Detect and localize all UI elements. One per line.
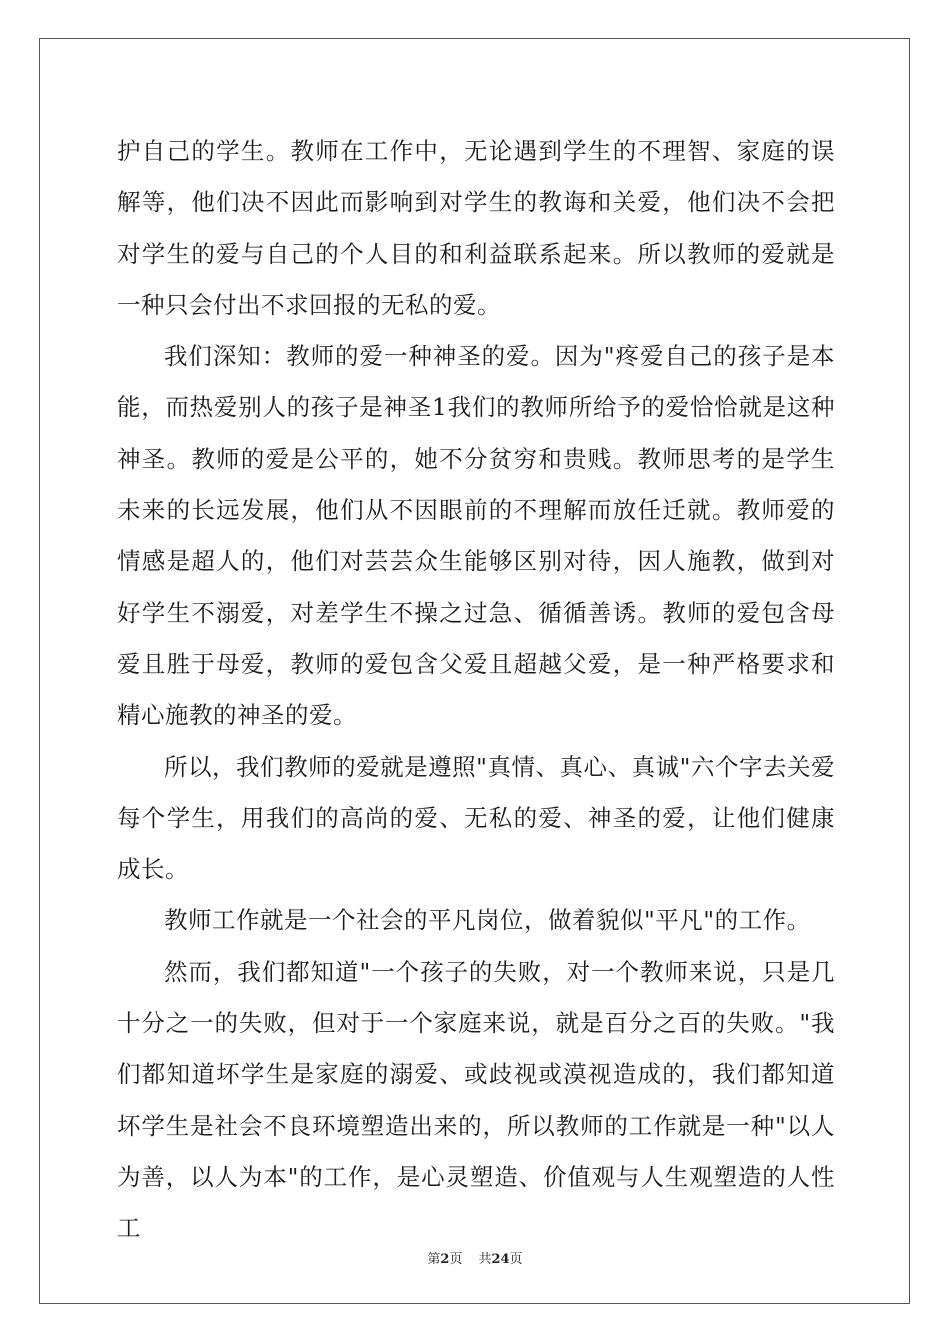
paragraph-4: 教师工作就是一个社会的平凡岗位，做着貌似"平凡"的工作。 [164,906,811,935]
paragraph-5: 然而，我们都知道"一个孩子的失败，对一个教师来说，只是几十分之一的失败，但对于一个家庭来说，就是百分之百的失败。"我们都知道坏学生是家庭的溺爱、或歧视或漠视造成的，我们都知道坏学生是社会不良环境塑造出来的，所以教师的工作就是一种"以人为善，以人为本"的工作，是心灵塑造、价值观与人生观塑造的人性工 [117,957,835,1243]
total-page-count: 24 [491,1252,510,1267]
footer-prefix: 第 [427,1252,441,1267]
footer-page-suffix: 页 [449,1252,463,1267]
paragraph-1: 护自己的学生。教师在工作中，无论遇到学生的不理智、家庭的误解等，他们决不因此而影响到对学生的教诲和关爱，他们决不会把对学生的爱与自己的个人目的和利益联系起来。所以教师的爱就是一种只会付出不求回报的无私的爱。 [117,137,835,319]
current-page-number: 2 [440,1252,450,1267]
paragraph-3: 所以，我们教师的爱就是遵照"真情、真心、真诚"六个字去关爱每个学生，用我们的高尚的爱、无私的爱、神圣的爱，让他们健康成长。 [117,752,835,884]
footer-total-suffix: 页 [509,1252,523,1267]
paragraph-2: 我们深知：教师的爱一种神圣的爱。因为"疼爱自己的孩子是本能，而热爱别人的孩子是神圣1我们的教师所给予的爱恰恰就是这种神圣。教师的爱是公平的，她不分贫穷和贵贱。教师思考的是学生未来的长远发展，他们从不因眼前的不理解而放任迁就。教师爱的情感是超人的，他们对芸芸众生能够区别对待，因人施教，做到对好学生不溺爱，对差学生不操之过急、循循善诱。教师的爱包含母爱且胜于母爱，教师的爱包含父爱且超越父爱，是一种严格要求和精心施教的神圣的爱。 [117,342,835,730]
document-body [117,126,835,1255]
page-footer [0,1248,950,1267]
footer-total-prefix: 共 [478,1252,492,1267]
